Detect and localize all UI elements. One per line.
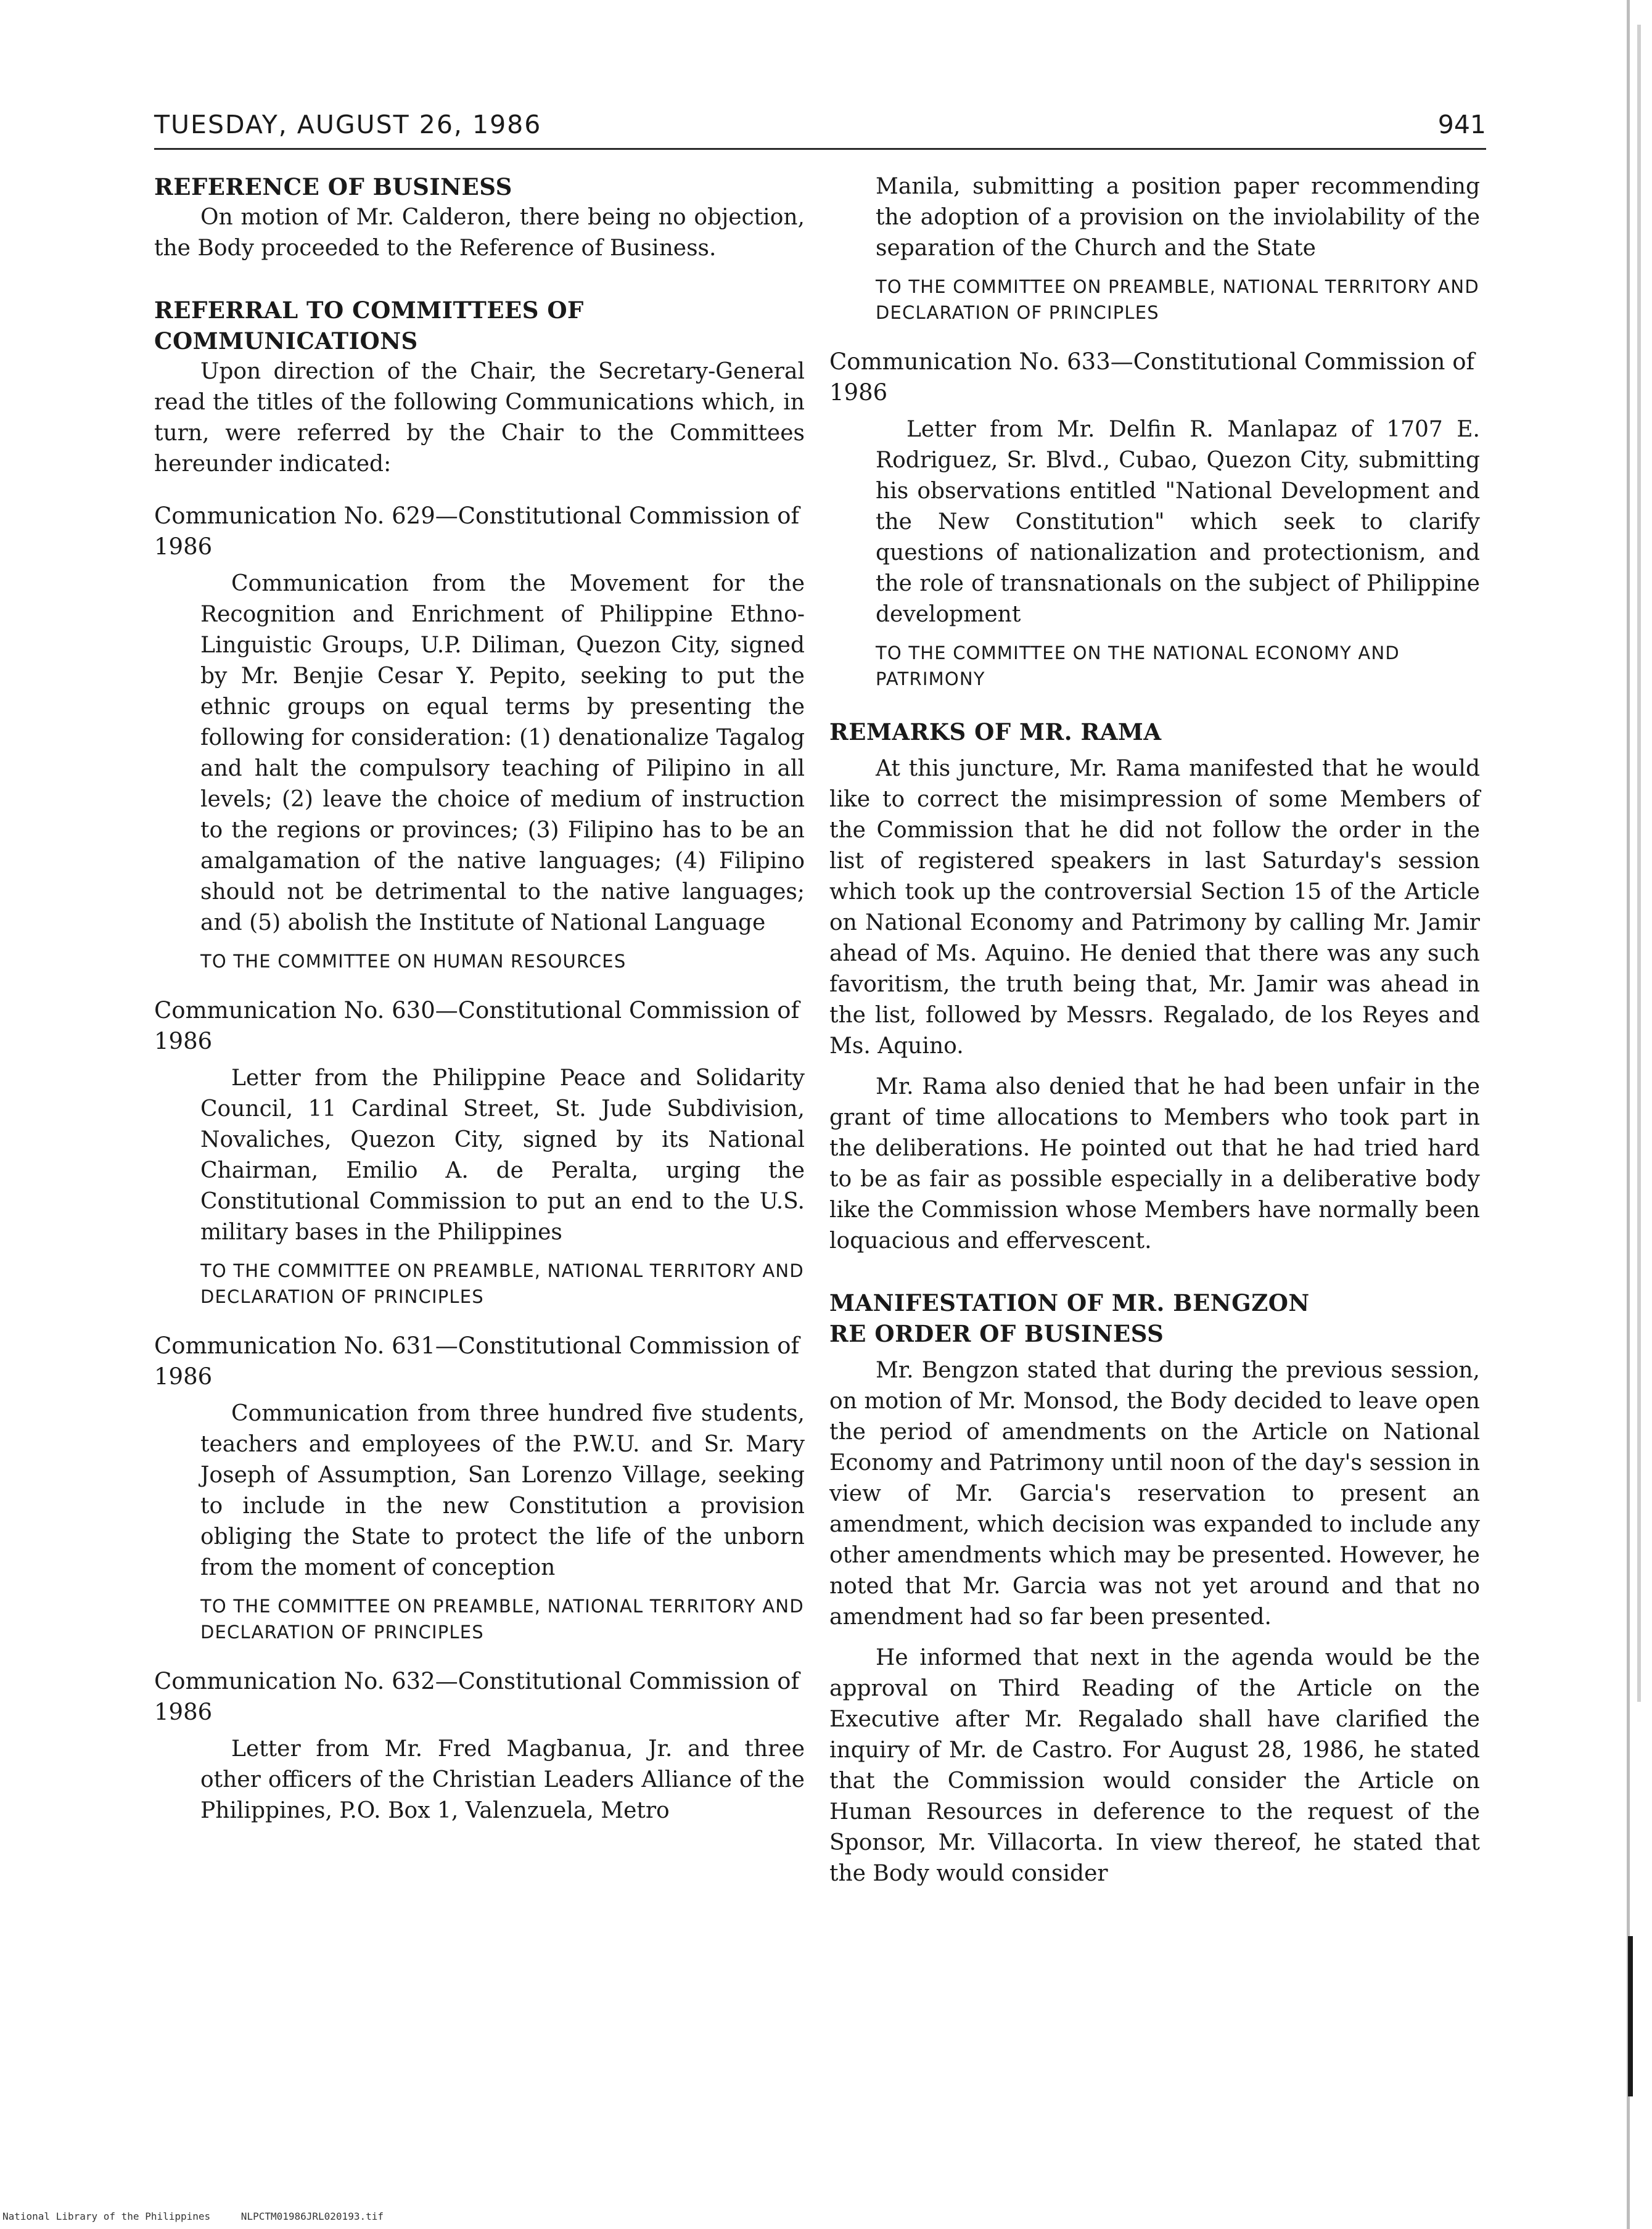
page-header (154, 110, 1486, 147)
scan-edge-shadow (1637, 25, 1641, 1702)
communication-630-body: Letter from the Philippine Peace and Solidarity Council, 11 Cardinal Street, St. Jude Subdivision, Novaliches, Quezon City, signed by its National Chairman, Emilio A. de Peralta, urging the Constitutional Commission to put an end to the U.S. military bases in the Philippines (200, 1065, 805, 1245)
communication-629-referral: TO THE COMMITTEE ON HUMAN RESOURCES (200, 951, 627, 972)
communication-629-body: Communication from the Movement for the Recognition and Enrichment of Philippine Ethno-Linguistic Groups, U.P. Diliman, Quezon City, signed by Mr. Benjie Cesar Y. Pepito, seeking to put the ethnic groups on equal terms by presenting the following for consideration: (1) denationalize Tagalog and halt the compulsory teaching of Pilipino in all levels; (2) leave the choice of medium of instruction to the regions or provinces; (3) Filipino has to be an amalgamation of the native languages; (4) Filipino should not be detrimental to the native languages; and (5) abolish the Institute of National Language (200, 571, 805, 935)
footer-library: National Library of the Philippines (2, 2211, 211, 2222)
rama-paragraph-1: At this juncture, Mr. Rama manifested that he would like to correct the misimpression of some Members of the Commission that he did not follow the order in the list of registered speakers in last Saturday's session which took up the controversial Section 15 of the Article on National Economy and Patrimony by calling Mr. Jamir ahead of Ms. Aquino. He denied that there was any such favoritism, the truth being that, Mr. Jamir was ahead in the list, followed by Messrs. Regalado, de los Reyes and Ms. Aquino. (829, 756, 1480, 1059)
right-column (829, 171, 1480, 1889)
page-number: 941 (1437, 110, 1486, 139)
referral-heading-line-2: COMMUNICATIONS (154, 327, 418, 355)
left-column (154, 171, 805, 1826)
communication-630-referral: TO THE COMMITTEE ON PREAMBLE, NATIONAL TERRITORY AND DECLARATION OF PRINCIPLES (200, 1260, 804, 1307)
bengzon-heading-line-2: RE ORDER OF BUSINESS (829, 1320, 1164, 1347)
scan-edge-mark (1628, 1936, 1633, 2096)
rama-paragraph-2: Mr. Rama also denied that he had been unfair in the grant of time allocations to Members who took part in the deliberations. He pointed out that he had tried hard to be as fair as possible especially in a deliberative body like the Commission whose Members have normally been loquacious and effervescent. (829, 1074, 1480, 1254)
referral-paragraph: Upon direction of the Chair, the Secretary-General read the titles of the following Communications which, in turn, were referred by the Chair to the Committees hereunder indicated: (154, 359, 805, 477)
scan-footer (2, 2211, 384, 2222)
section-heading-referral (154, 295, 805, 356)
header-date: TUESDAY, AUGUST 26, 1986 (154, 110, 542, 139)
communication-633-title: Communication No. 633—Constitutional Commission of 1986 (829, 348, 1475, 406)
scan-edge-line (1627, 0, 1630, 2229)
reference-paragraph: On motion of Mr. Calderon, there being no objection, the Body proceeded to the Reference of Business. (154, 205, 805, 261)
section-heading-reference: REFERENCE OF BUSINESS (154, 173, 512, 200)
communication-630-title: Communication No. 630—Constitutional Commission of 1986 (154, 997, 800, 1054)
communication-633-body: Letter from Mr. Delfin R. Manlapaz of 1707 E. Rodriguez, Sr. Blvd., Cubao, Quezon City, submitting his observations entitled "National Development and the New Constitution" which seek to clarify questions of nationalization and protectionism, and the role of transnationals on the subject of Philippine development (876, 417, 1480, 627)
communication-631-title: Communication No. 631—Constitutional Commission of 1986 (154, 1332, 800, 1390)
referral-heading-line-1: REFERRAL TO COMMITTEES OF (154, 297, 584, 324)
communication-631-body: Communication from three hundred five students, teachers and employees of the P.W.U. and Sr. Mary Joseph of Assumption, San Lorenzo Village, seeking to include in the new Constitution a provision obliging the State to protect the life of the unborn from the moment of conception (200, 1401, 805, 1580)
header-rule (154, 148, 1486, 150)
section-heading-rama: REMARKS OF MR. RAMA (829, 718, 1162, 745)
section-heading-bengzon (829, 1287, 1480, 1349)
communication-631-referral: TO THE COMMITTEE ON PREAMBLE, NATIONAL TERRITORY AND DECLARATION OF PRINCIPLES (200, 1596, 804, 1643)
bengzon-heading-line-1: MANIFESTATION OF MR. BENGZON (829, 1289, 1310, 1316)
communication-632-referral: TO THE COMMITTEE ON PREAMBLE, NATIONAL TERRITORY AND DECLARATION OF PRINCIPLES (876, 276, 1479, 323)
footer-file-id: NLPCTM01986JRL020193.tif (240, 2211, 384, 2222)
communication-632-title: Communication No. 632—Constitutional Commission of 1986 (154, 1668, 800, 1725)
bengzon-paragraph-2: He informed that next in the agenda would be the approval on Third Reading of the Article on the Executive after Mr. Regalado shall have clarified the inquiry of Mr. de Castro. For August 28, 1986, he stated that the Commission would consider the Article on Human Resources in deference to the request of the Sponsor, Mr. Villacorta. In view thereof, he stated that the Body would consider (829, 1645, 1480, 1886)
communication-632-body-continued: Manila, submitting a position paper recommending the adoption of a provision on the inviolability of the separation of the Church and the State (876, 174, 1480, 261)
communication-629-title: Communication No. 629—Constitutional Commission of 1986 (154, 503, 800, 560)
bengzon-paragraph-1: Mr. Bengzon stated that during the previous session, on motion of Mr. Monsod, the Body decided to leave open the period of amendments on the Article on National Economy and Patrimony until noon of the day's session in view of Mr. Garcia's reservation to present an amendment, which decision was expanded to include any other amendments which may be presented. However, he noted that Mr. Garcia was not yet around and that no amendment had so far been presented. (829, 1358, 1480, 1630)
communication-632-body: Letter from Mr. Fred Magbanua, Jr. and three other officers of the Christian Leaders Alliance of the Philippines, P.O. Box 1, Valenzuela, Metro (200, 1736, 805, 1823)
communication-633-referral: TO THE COMMITTEE ON THE NATIONAL ECONOMY AND PATRIMONY (876, 642, 1400, 689)
